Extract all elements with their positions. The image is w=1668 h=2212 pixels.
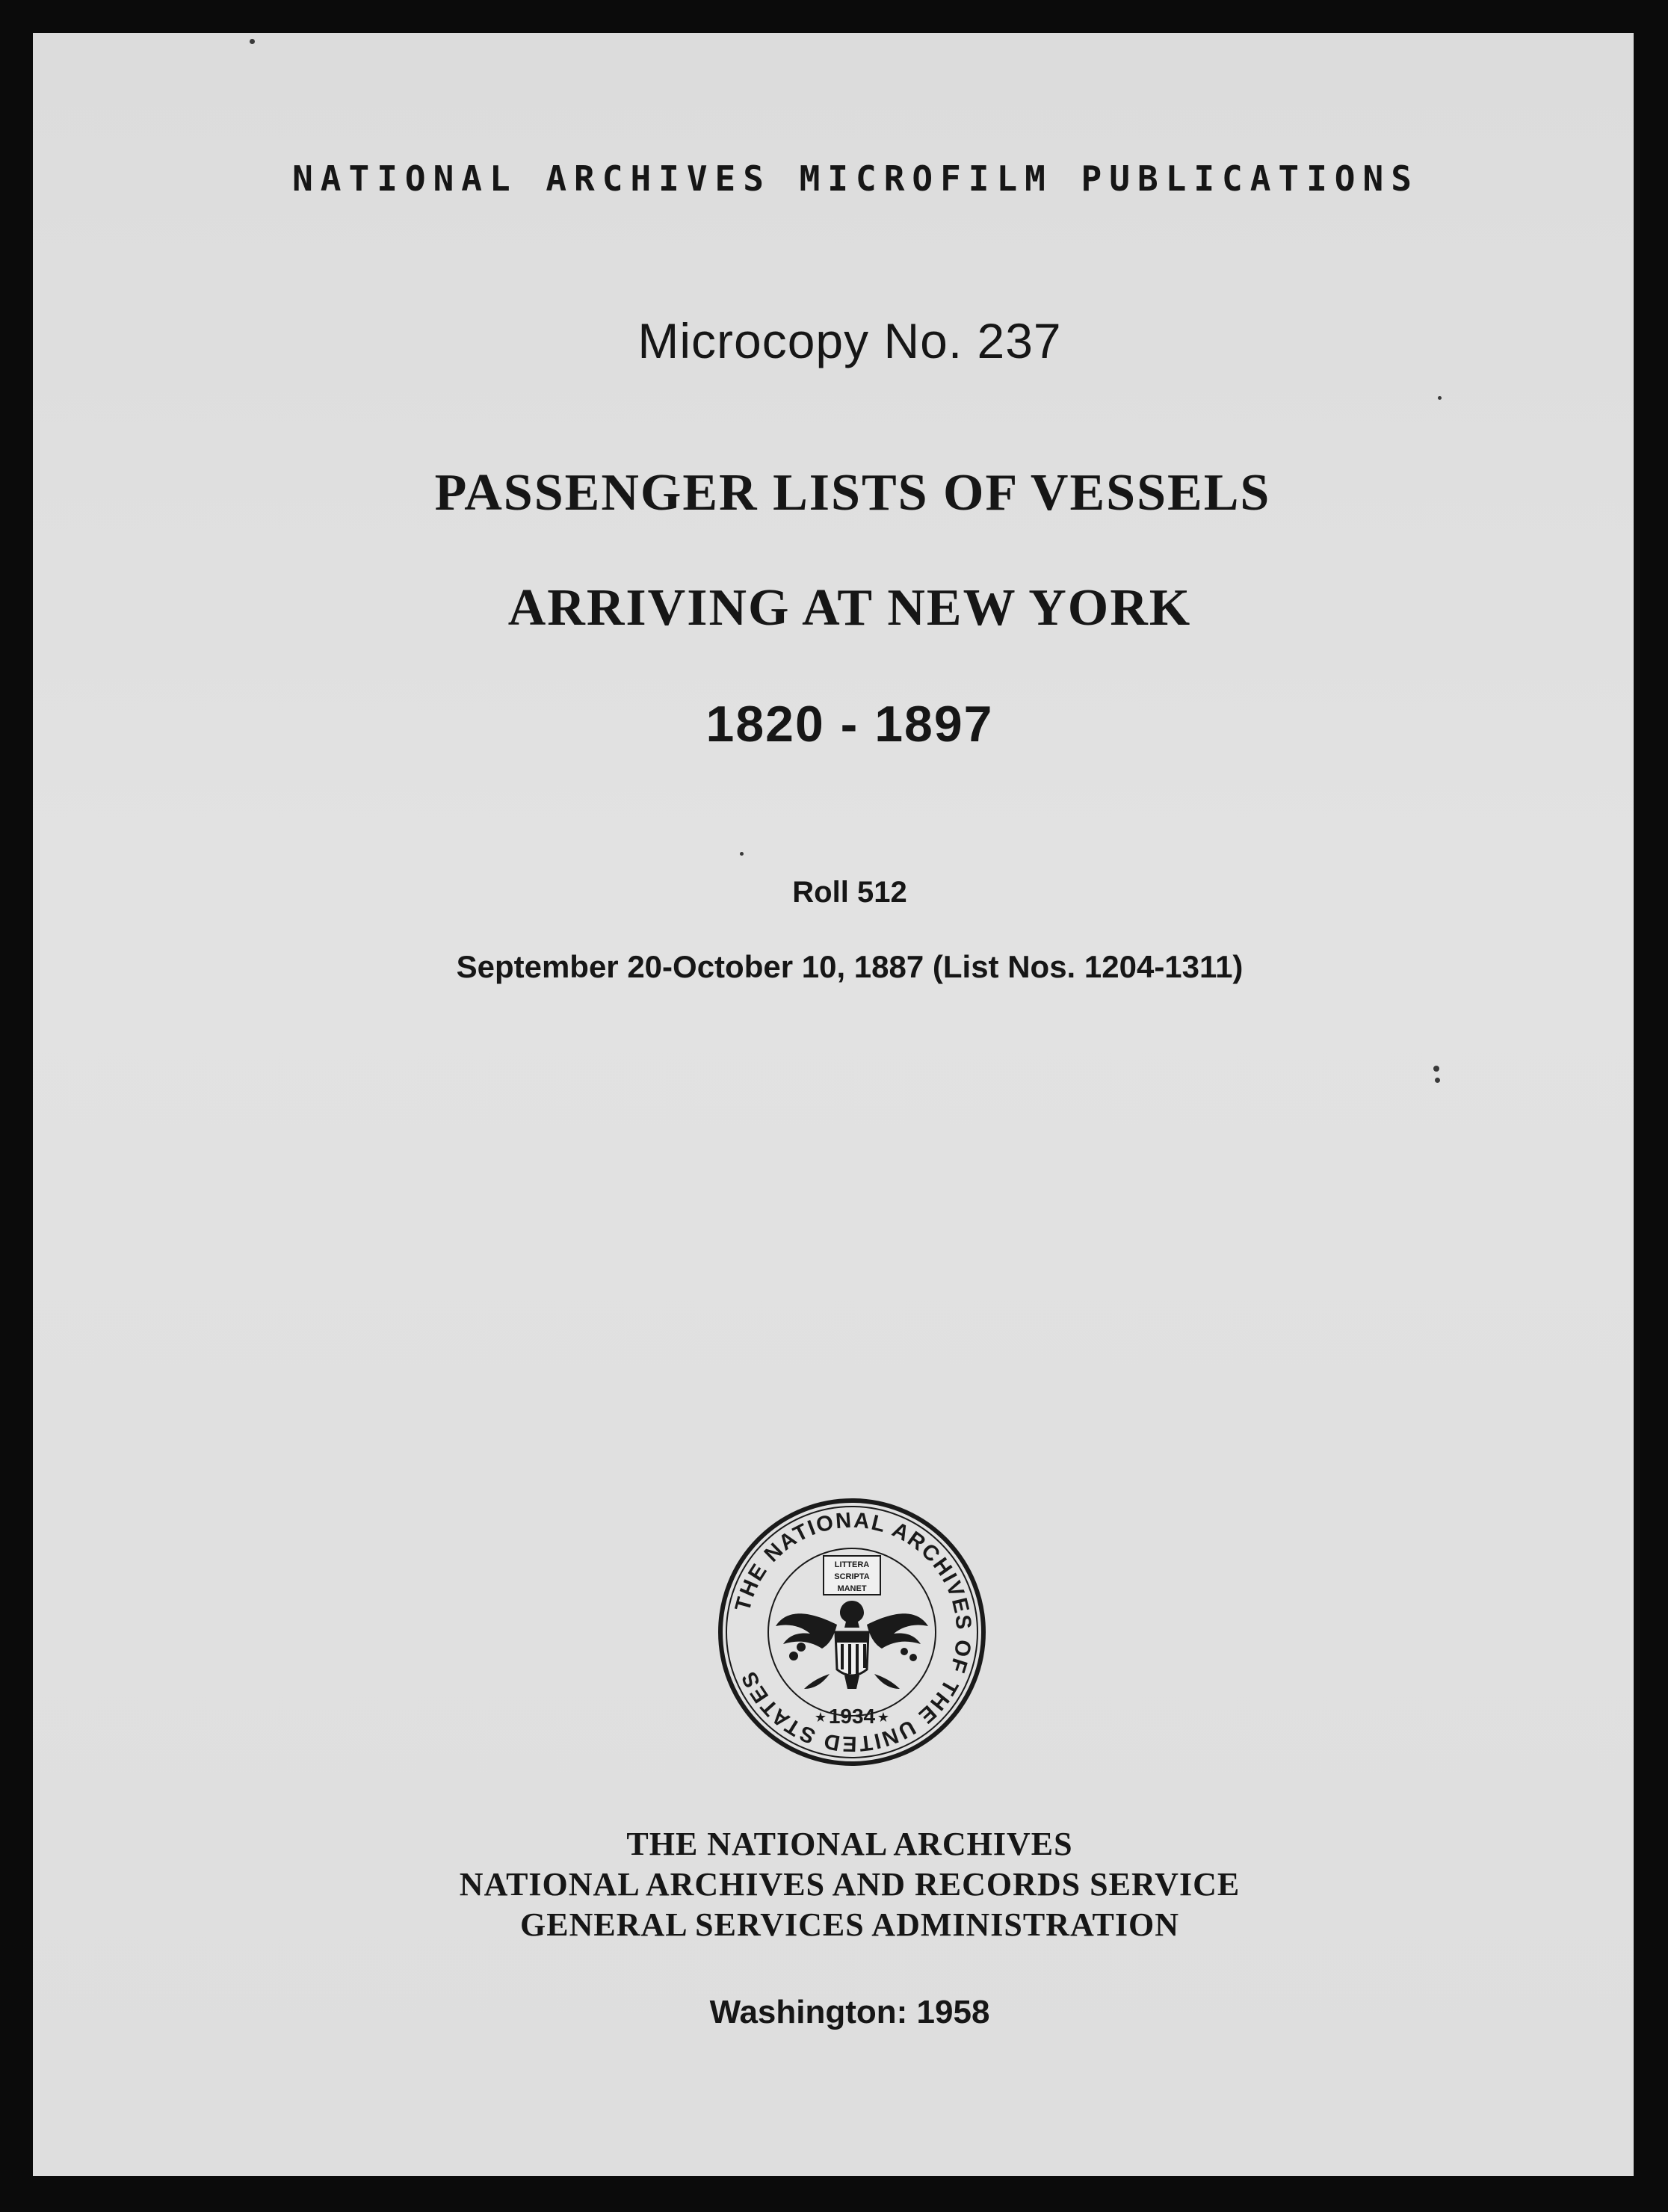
seal-ring-text: THE NATIONAL ARCHIVES OF THE UNITED STATES <box>730 1508 976 1756</box>
svg-text:SCRIPTA: SCRIPTA <box>834 1572 870 1581</box>
film-speck <box>250 39 255 44</box>
film-speck <box>1433 1066 1439 1072</box>
film-speck <box>740 852 744 856</box>
national-archives-seal <box>717 1498 986 1767</box>
star-icon: ★ <box>814 1710 827 1726</box>
seal-year: 1934 <box>828 1705 876 1728</box>
star-icon: ★ <box>877 1710 890 1726</box>
svg-text:MANET: MANET <box>837 1584 867 1593</box>
publisher-line-3: GENERAL SERVICES ADMINISTRATION <box>520 1906 1179 1943</box>
scroll-icon <box>824 1556 880 1595</box>
film-speck <box>1438 396 1442 400</box>
roll-date-range: September 20-October 10, 1887 (List Nos. 1204-1311) <box>456 949 1244 984</box>
title-years: 1820 - 1897 <box>705 696 994 753</box>
publisher-line-1: THE NATIONAL ARCHIVES <box>626 1826 1073 1862</box>
svg-text:LITTERA: LITTERA <box>834 1560 870 1569</box>
microcopy-number: Microcopy No. 237 <box>637 313 1062 368</box>
film-speck <box>1435 1078 1440 1083</box>
publisher-line-2: NATIONAL ARCHIVES AND RECORDS SERVICE <box>459 1866 1241 1903</box>
roll-number: Roll 512 <box>792 876 907 909</box>
title-line-2: ARRIVING AT NEW YORK <box>507 579 1192 637</box>
publication-place-date: Washington: 1958 <box>709 1994 990 2030</box>
series-heading: NATIONAL ARCHIVES MICROFILM PUBLICATIONS <box>292 158 1419 199</box>
title-page <box>33 33 1634 2176</box>
title-line-1: PASSENGER LISTS OF VESSELS <box>434 464 1271 522</box>
